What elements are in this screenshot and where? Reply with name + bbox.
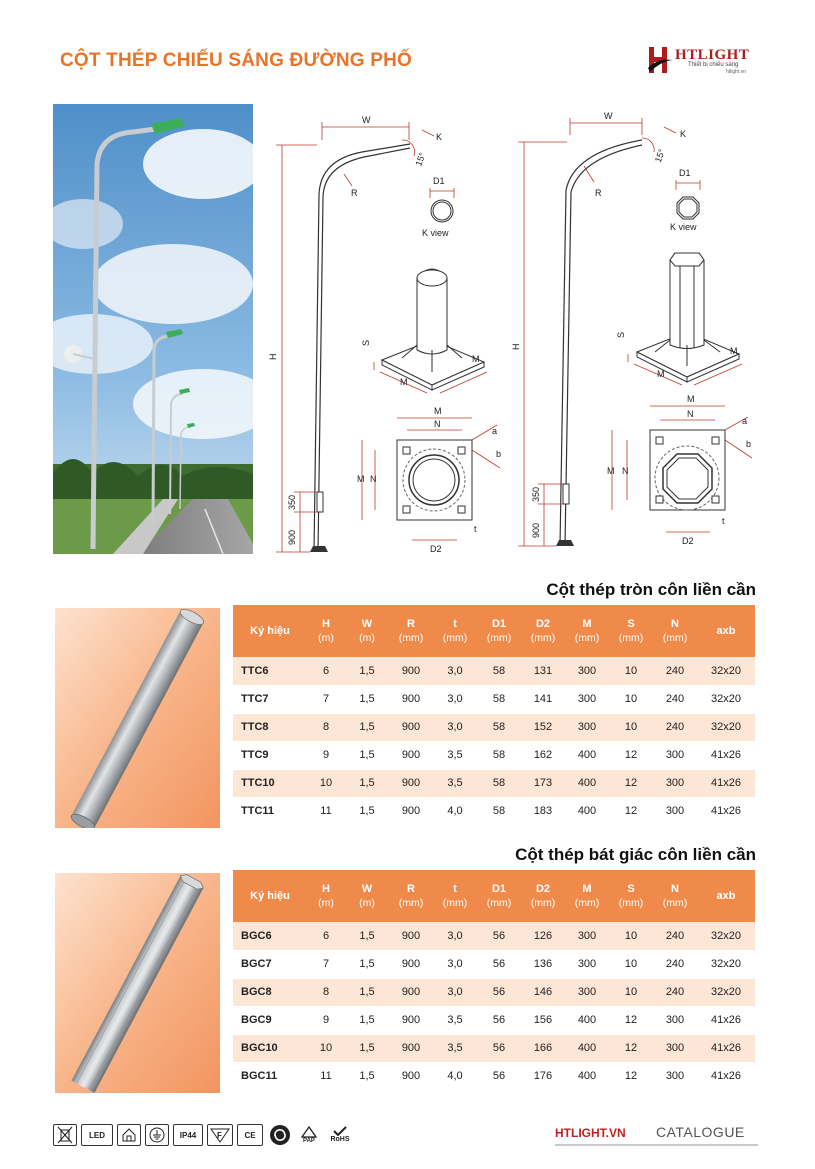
dim-m-plan-left-side: M [357,474,365,484]
table-cell: 3,5 [433,769,477,797]
table-cell: 136 [521,950,565,978]
table-cell: 11 [307,797,345,825]
table-cell: 8 [307,713,345,741]
table-cell: 9 [307,741,345,769]
spec-table-round [233,605,755,826]
dim-a-plan-right: a [742,416,748,426]
dim-k-left: K [436,132,443,142]
table-cell: 1,5 [345,741,389,769]
table-cell: 56 [477,950,521,978]
table-row [233,978,755,1006]
table-cell: 32x20 [697,922,755,950]
col-header: S (mm) [609,605,653,657]
table-cell: 400 [565,797,609,825]
dim-t-plan-left: t [474,524,477,534]
table-cell: 8 [307,978,345,1006]
dim-d2-plan-right: D2 [682,536,694,546]
table-cell: 12 [609,1006,653,1034]
dim-350-left: 350 [287,494,297,510]
technical-drawing [262,100,762,560]
table-cell: 56 [477,978,521,1006]
table-cell: 1,5 [345,1062,389,1090]
col-header: W (m) [345,605,389,657]
footer-divider [555,1144,758,1146]
table-cell: 300 [565,685,609,713]
col-header: N (mm) [653,605,697,657]
table-cell: 3,5 [433,741,477,769]
table-cell: 400 [565,769,609,797]
k-view-left: K view [422,228,449,238]
logo-site: htlight.vn [726,69,747,75]
table-cell: 11 [307,1062,345,1090]
col-header: S (mm) [609,870,653,922]
table-cell: 1,5 [345,1034,389,1062]
col-header: M (mm) [565,605,609,657]
dim-k-right: K [680,129,687,139]
table-cell: 10 [609,922,653,950]
ground-icon [145,1124,169,1146]
table-cell: 3,0 [433,922,477,950]
table-cell: 300 [653,1034,697,1062]
table-cell: 1,5 [345,657,389,685]
table-cell: 9 [307,1006,345,1034]
table-cell: 12 [609,797,653,825]
dim-d1-left: D1 [433,176,445,186]
table-cell: 32x20 [697,978,755,1006]
indoor-house-icon [117,1124,141,1146]
table-cell: 10 [609,978,653,1006]
table-row [233,1034,755,1062]
dim-900-left: 900 [287,529,297,545]
dim-m-right-1: M [657,369,665,379]
table-cell: 58 [477,769,521,797]
table-cell: 240 [653,685,697,713]
table-cell-code: BGC8 [233,978,307,1006]
table-row [233,769,755,797]
table-cell: 900 [389,1062,433,1090]
table-cell: 240 [653,657,697,685]
dim-n-plan-left-side: N [370,474,377,484]
table-cell-code: TTC11 [233,797,307,825]
table-header-row [233,870,755,922]
table-cell-code: BGC11 [233,1062,307,1090]
col-header: D2 (mm) [521,870,565,922]
table-cell: 7 [307,950,345,978]
dim-h-right: H [511,343,521,350]
page-title: CỘT THÉP CHIẾU SÁNG ĐƯỜNG PHỐ [60,50,413,71]
octagon-tube-image [55,873,220,1093]
table-cell: 58 [477,713,521,741]
dim-w-left: W [362,115,371,125]
table-cell: 141 [521,685,565,713]
ip44-icon: IP44 [173,1124,203,1146]
col-header: D1 (mm) [477,870,521,922]
table-cell: 400 [565,1034,609,1062]
table-cell: 300 [565,922,609,950]
table-cell: 300 [565,978,609,1006]
table-cell: 300 [565,713,609,741]
table-cell: 10 [609,685,653,713]
table-cell: 300 [653,1062,697,1090]
table-cell-code: BGC10 [233,1034,307,1062]
dim-a-plan-left: a [492,426,498,436]
col-header: R (mm) [389,605,433,657]
col-header: W (m) [345,870,389,922]
spec-table-octagon [233,870,755,1091]
table-cell: 12 [609,1062,653,1090]
dim-angle-right: 15° [652,147,667,164]
table-row [233,1062,755,1090]
dim-s-right: S [616,331,626,338]
table-cell: 3,0 [433,685,477,713]
footer-website[interactable]: HTLIGHT.VN [555,1126,626,1140]
table-cell-code: BGC7 [233,950,307,978]
col-header: axb [697,605,755,657]
table-cell: 900 [389,1034,433,1062]
dim-d2-plan-left: D2 [430,544,442,554]
table-cell: 900 [389,797,433,825]
col-header: H (m) [307,870,345,922]
dim-s-left: S [361,339,371,346]
ce-icon: CE [237,1124,263,1146]
svg-text:F: F [217,1131,222,1140]
dim-n-plan-right-side: N [622,466,629,476]
dim-n-plan-left-top: N [434,419,441,429]
table-cell: 1,5 [345,685,389,713]
table-cell: 3,0 [433,950,477,978]
dim-m-left-1: M [400,377,408,387]
dim-h-left: H [268,353,278,360]
table-cell: 32x20 [697,685,755,713]
table-cell: 6 [307,922,345,950]
recycle-icon [267,1124,293,1146]
table-cell: 240 [653,922,697,950]
table-cell: 41x26 [697,797,755,825]
table-cell-code: TTC10 [233,769,307,797]
table-cell: 41x26 [697,741,755,769]
table-cell: 32x20 [697,950,755,978]
table-cell: 1,5 [345,922,389,950]
table-cell: 400 [565,741,609,769]
table-row [233,685,755,713]
table-cell: 3,5 [433,1034,477,1062]
table-cell: 58 [477,797,521,825]
table-cell: 58 [477,657,521,685]
table-cell: 240 [653,713,697,741]
col-header: Ký hiệu [233,605,307,657]
dim-b-plan-right: b [746,439,752,449]
table-cell: 400 [565,1006,609,1034]
pap-recycle-icon: PAP [297,1124,321,1146]
table-cell: 400 [565,1062,609,1090]
table-cell: 41x26 [697,1034,755,1062]
table-row [233,1006,755,1034]
table-cell: 900 [389,713,433,741]
table-row [233,922,755,950]
table-cell-code: TTC9 [233,741,307,769]
table-cell: 156 [521,1006,565,1034]
table-cell-code: BGC6 [233,922,307,950]
table-cell: 900 [389,1006,433,1034]
table-cell: 1,5 [345,713,389,741]
table-cell: 240 [653,978,697,1006]
table-cell: 12 [609,741,653,769]
table-cell: 300 [653,797,697,825]
logo-tagline: Thiết bị chiếu sáng [688,62,739,68]
table-cell: 10 [307,1034,345,1062]
round-tube-image [55,608,220,828]
dim-900-right: 900 [531,522,541,538]
table-row [233,741,755,769]
table-row [233,797,755,825]
table-cell-code: TTC6 [233,657,307,685]
table-cell: 173 [521,769,565,797]
dim-t-plan-right: t [722,516,725,526]
table-cell: 10 [609,713,653,741]
table-cell: 183 [521,797,565,825]
col-header: axb [697,870,755,922]
col-header: t (mm) [433,605,477,657]
table-cell: 32x20 [697,657,755,685]
table-cell: 176 [521,1062,565,1090]
table-cell: 152 [521,713,565,741]
table-cell-code: BGC9 [233,1006,307,1034]
table-cell: 32x20 [697,713,755,741]
col-header: N (mm) [653,870,697,922]
section-title-round: Cột thép tròn côn liền cần [546,580,756,599]
dim-d1-right: D1 [679,168,691,178]
dim-m-plan-left-top: M [434,406,442,416]
table-cell: 900 [389,922,433,950]
table-cell: 56 [477,1062,521,1090]
table-row [233,713,755,741]
street-light-photo [53,104,253,554]
table-cell: 58 [477,685,521,713]
table-cell: 10 [609,657,653,685]
table-cell: 10 [307,769,345,797]
table-cell: 162 [521,741,565,769]
col-header: H (m) [307,605,345,657]
table-cell: 131 [521,657,565,685]
table-cell: 4,0 [433,1062,477,1090]
table-cell: 146 [521,978,565,1006]
table-cell: 900 [389,950,433,978]
table-cell: 300 [653,1006,697,1034]
table-cell: 166 [521,1034,565,1062]
htlight-logo[interactable] [648,44,758,76]
table-cell: 1,5 [345,978,389,1006]
table-header-row [233,605,755,657]
htlight-logo-mark-icon [648,46,672,74]
table-cell: 3,0 [433,713,477,741]
table-cell: 900 [389,741,433,769]
table-cell: 300 [653,769,697,797]
table-cell: 1,5 [345,950,389,978]
dim-r-left: R [351,188,358,198]
section-title-octagon: Cột thép bát giác côn liền cần [515,845,756,864]
table-cell: 4,0 [433,797,477,825]
table-cell: 3,5 [433,1006,477,1034]
table-cell: 41x26 [697,1006,755,1034]
table-cell: 300 [565,950,609,978]
dim-m-plan-right-side: M [607,466,615,476]
table-cell: 900 [389,769,433,797]
table-cell: 12 [609,1034,653,1062]
table-row [233,950,755,978]
table-cell: 1,5 [345,797,389,825]
table-cell: 41x26 [697,1062,755,1090]
col-header: M (mm) [565,870,609,922]
dim-b-plan-left: b [496,449,502,459]
weee-bin-icon [53,1124,77,1146]
table-cell: 3,0 [433,657,477,685]
dim-m-plan-right-top: M [687,394,695,404]
table-cell: 240 [653,950,697,978]
table-cell: 1,5 [345,1006,389,1034]
rohs-icon: RoHS [325,1124,355,1146]
table-cell-code: TTC8 [233,713,307,741]
certification-icons [53,1122,355,1148]
table-cell: 56 [477,1034,521,1062]
table-cell: 41x26 [697,769,755,797]
dim-350-right: 350 [531,486,541,502]
table-cell: 6 [307,657,345,685]
dim-w-right: W [604,111,613,121]
table-cell: 1,5 [345,769,389,797]
col-header: D2 (mm) [521,605,565,657]
table-cell: 10 [609,950,653,978]
k-view-right: K view [670,222,697,232]
table-cell: 58 [477,741,521,769]
col-header: t (mm) [433,870,477,922]
col-header: Ký hiệu [233,870,307,922]
table-cell: 900 [389,978,433,1006]
dim-n-plan-right-top: N [687,409,694,419]
dim-r-right: R [595,188,602,198]
table-cell: 900 [389,685,433,713]
f-mark-icon [207,1124,233,1146]
dim-m-left-2: M [472,354,480,364]
table-cell: 900 [389,657,433,685]
footer-catalogue-label: CATALOGUE [656,1124,745,1140]
led-icon: LED [81,1124,113,1146]
table-cell: 300 [653,741,697,769]
table-cell: 3,0 [433,978,477,1006]
dim-angle-left: 15° [413,151,428,168]
table-cell: 12 [609,769,653,797]
table-cell: 56 [477,922,521,950]
table-cell: 300 [565,657,609,685]
table-cell: 7 [307,685,345,713]
logo-name: HTLIGHT [675,47,750,63]
table-cell: 126 [521,922,565,950]
col-header: D1 (mm) [477,605,521,657]
table-row [233,657,755,685]
col-header: R (mm) [389,870,433,922]
dim-m-right-2: M [730,346,738,356]
table-cell: 56 [477,1006,521,1034]
table-cell-code: TTC7 [233,685,307,713]
